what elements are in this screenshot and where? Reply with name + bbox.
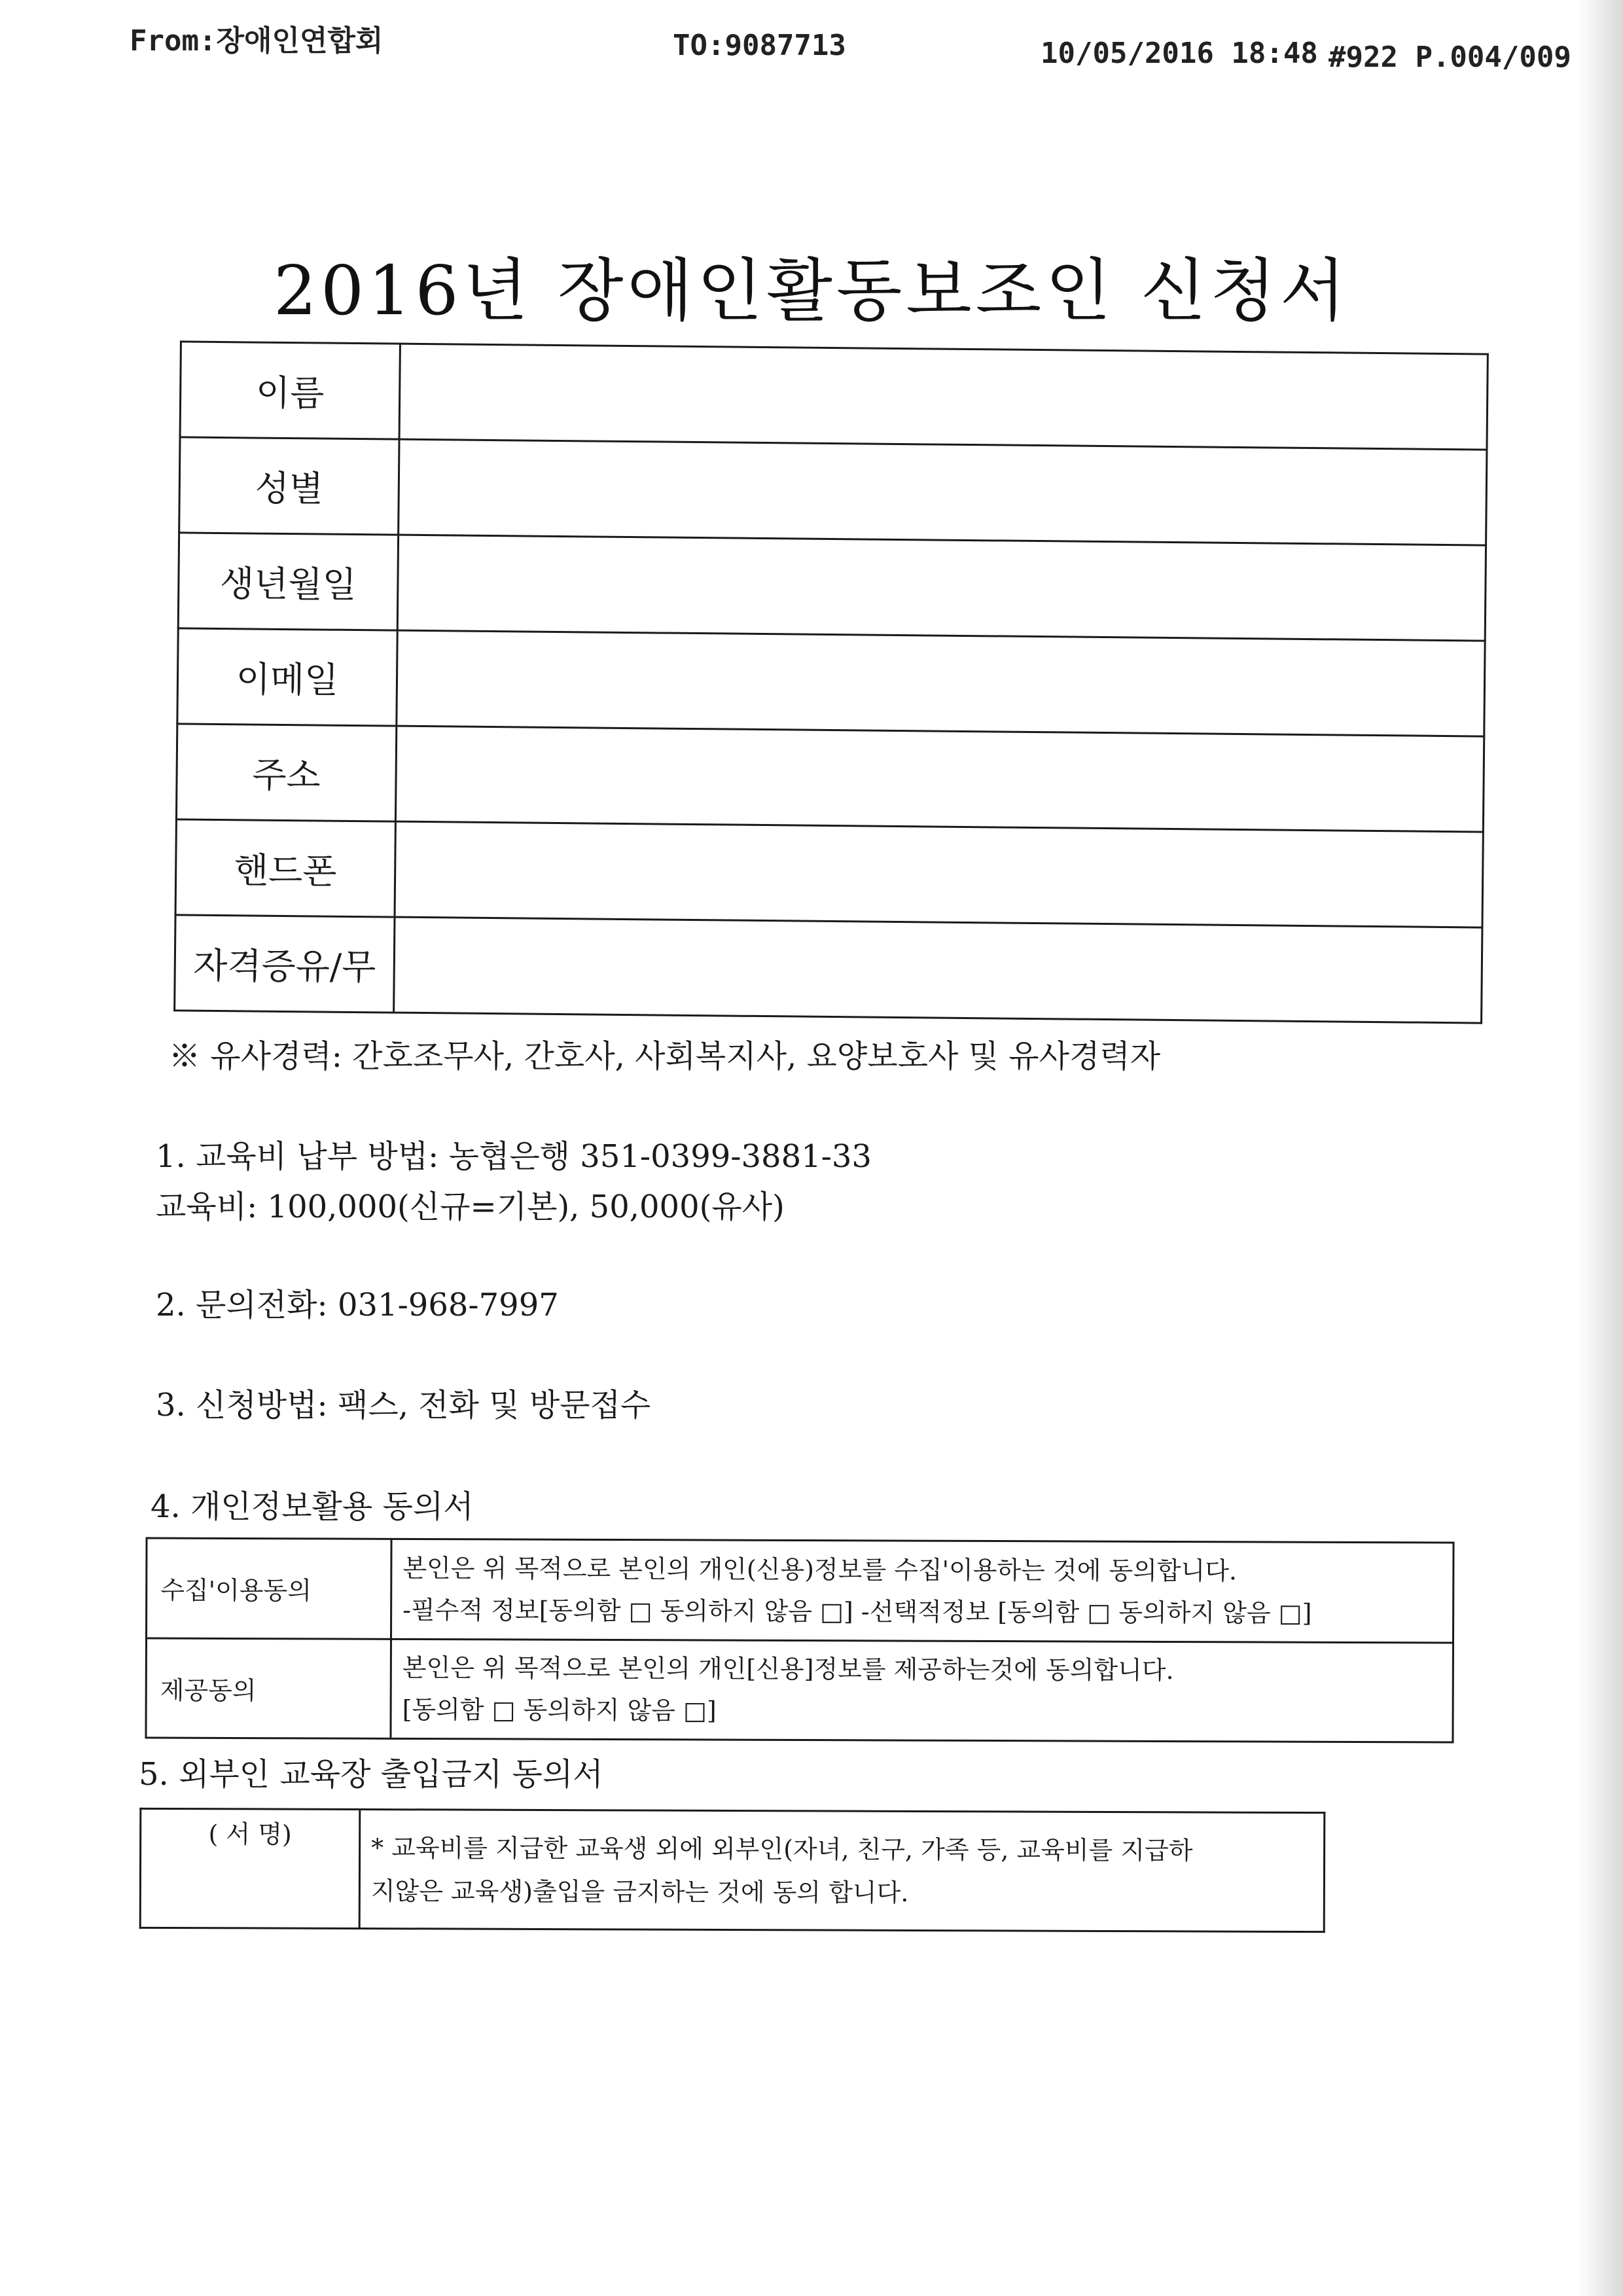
- contact-phone: 2. 문의전화: 031-968-7997: [156, 1287, 559, 1323]
- fax-to: TO:9087713: [673, 29, 846, 62]
- fee-info: 교육비: 100,000(신규=기본), 50,000(유사): [156, 1189, 785, 1225]
- collection-consent-cell: [391, 1539, 1454, 1642]
- consent-text: 본인은 위 목적으로 본인의 개인(신용)정보를 수집'이용하는 것에 동의합니다.: [402, 1553, 1238, 1586]
- entry-consent-table: [139, 1808, 1326, 1933]
- page-title: 2016년 장애인활동보조인 신청서: [273, 251, 1350, 331]
- table-row: [180, 342, 1488, 450]
- table-row: [179, 437, 1487, 545]
- fax-from: From:장애인연합회: [130, 24, 383, 58]
- entry-consent-cell: [359, 1810, 1325, 1932]
- field-label: 이메일: [177, 628, 397, 726]
- table-row: [147, 1538, 1454, 1642]
- signature-label[interactable]: ( 서 명): [140, 1808, 360, 1928]
- fax-datetime: 10/05/2016 18:48: [1041, 37, 1318, 70]
- consent-text: * 교육비를 지급한 교육생 외에 외부인(자녀, 친구, 가족 등, 교육비를 지급하: [371, 1833, 1193, 1865]
- address-field[interactable]: [395, 726, 1484, 832]
- provision-consent-cell: [391, 1639, 1454, 1742]
- consent-label: 수집'이용동의: [147, 1538, 392, 1639]
- fax-header: [0, 17, 1623, 74]
- consent-options[interactable]: [동의함 □ 동의하지 않음 □]: [402, 1695, 717, 1725]
- entry-consent-heading: 5. 외부인 교육장 출입금지 동의서: [139, 1756, 603, 1793]
- privacy-consent-table: [145, 1537, 1454, 1744]
- table-row: [177, 628, 1485, 736]
- table-row: [175, 819, 1483, 927]
- field-label: 이름: [180, 342, 400, 439]
- consent-heading: 4. 개인정보활용 동의서: [151, 1488, 474, 1525]
- birthdate-field[interactable]: [397, 535, 1486, 641]
- payment-method: 1. 교육비 납부 방법: 농협은행 351-0399-3881-33: [156, 1138, 872, 1175]
- table-row: [146, 1638, 1454, 1742]
- field-label: 핸드폰: [175, 819, 395, 917]
- field-label: 생년월일: [178, 533, 398, 630]
- table-row: [175, 915, 1482, 1023]
- similar-career-note: ※ 유사경력: 간호조무사, 간호사, 사회복지사, 요양보호사 및 유사경력자: [169, 1038, 1161, 1075]
- email-field[interactable]: [397, 630, 1485, 736]
- table-row: [176, 724, 1484, 832]
- name-field[interactable]: [399, 344, 1488, 450]
- table-row: [178, 533, 1486, 641]
- applicant-info-table: [173, 340, 1489, 1024]
- field-label: 주소: [176, 724, 396, 821]
- table-row: [140, 1808, 1325, 1931]
- consent-text: 지않은 교육생)출입을 금지하는 것에 동의 합니다.: [370, 1876, 909, 1907]
- field-label: 자격증유/무: [175, 915, 395, 1013]
- application-method: 3. 신청방법: 팩스, 전화 및 방문접수: [156, 1387, 651, 1424]
- mobile-field[interactable]: [395, 821, 1483, 927]
- consent-text: 본인은 위 목적으로 본인의 개인[신용]정보를 제공하는것에 동의합니다.: [402, 1653, 1174, 1685]
- scan-edge-shadow: [1577, 0, 1623, 2296]
- field-label: 성별: [179, 437, 399, 535]
- fax-page: #922 P.004/009: [1329, 41, 1571, 74]
- consent-options[interactable]: -필수적 정보[동의함 □ 동의하지 않음 □] -선택적정보 [동의함 □ 동의하지 않음 □]: [402, 1595, 1312, 1628]
- certificate-field[interactable]: [394, 917, 1482, 1023]
- gender-field[interactable]: [399, 439, 1487, 545]
- consent-label: 제공동의: [146, 1638, 391, 1739]
